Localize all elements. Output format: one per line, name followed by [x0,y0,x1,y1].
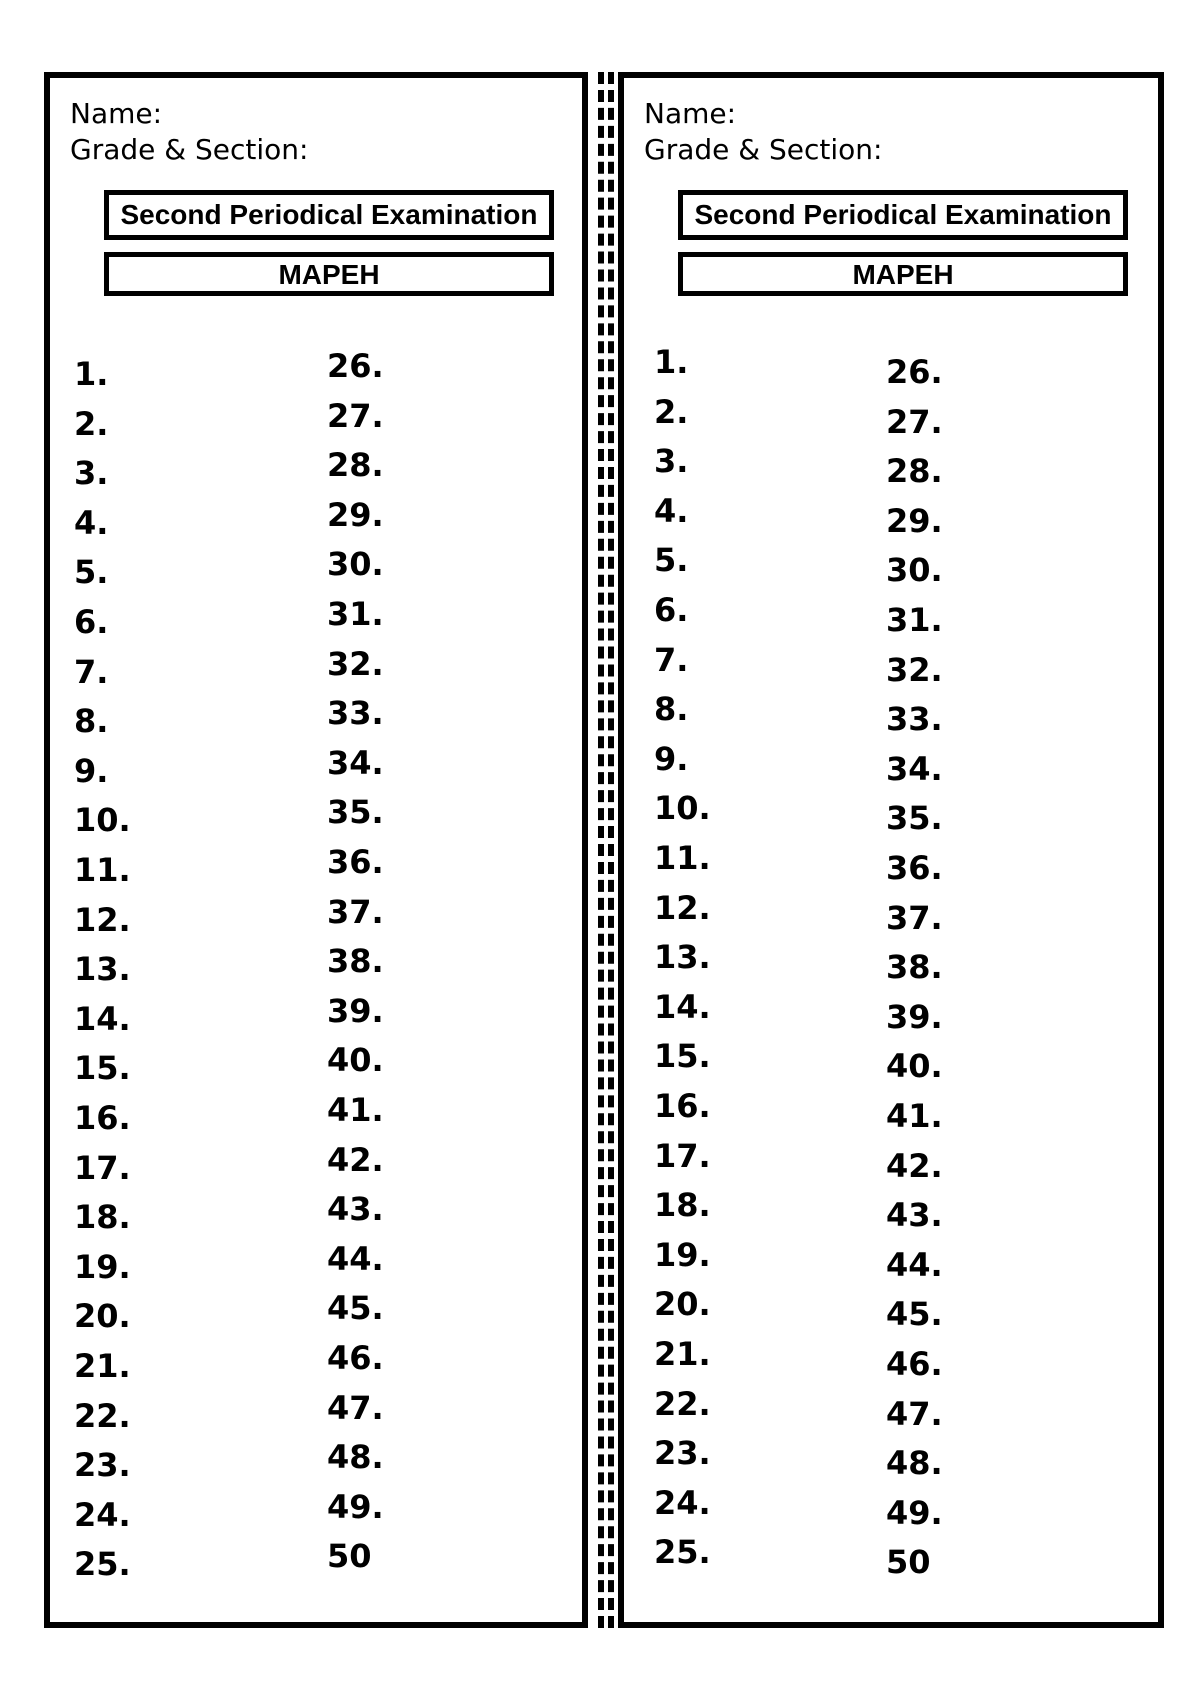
item-number: 48. [886,1444,943,1482]
item-number: 4. [654,492,689,530]
item-number: 45. [886,1295,943,1333]
item-number: 7. [654,641,689,679]
item-number: 6. [654,591,689,629]
answer-sheet-left [44,72,588,1628]
item-number: 34. [886,750,943,788]
item-number: 26. [886,353,943,391]
item-number: 20. [74,1297,131,1335]
cut-line-divider [598,72,614,1628]
item-number: 3. [654,442,689,480]
item-number: 45. [327,1289,384,1327]
item-number: 16. [74,1099,131,1137]
exam-title: Second Periodical Examination [120,199,538,230]
subject-title: MAPEH [852,259,954,290]
item-number: 25. [654,1533,711,1571]
item-number: 42. [886,1147,943,1185]
item-number: 1. [654,343,689,381]
item-number: 4. [74,504,109,542]
item-number: 21. [654,1335,711,1373]
item-number: 5. [74,553,109,591]
item-number: 29. [886,502,943,540]
item-number: 17. [654,1137,711,1175]
item-number: 2. [654,393,689,431]
item-number: 5. [654,541,689,579]
item-number: 14. [74,1000,131,1038]
item-number: 12. [654,889,711,927]
item-number: 10. [654,789,711,827]
item-number: 26. [327,347,384,385]
item-number: 15. [74,1049,131,1087]
exam-title-box [104,190,554,240]
item-number: 16. [654,1087,711,1125]
item-number: 32. [327,645,384,683]
item-number: 33. [886,700,943,738]
item-number: 43. [327,1190,384,1228]
item-number: 38. [886,948,943,986]
item-number: 35. [886,799,943,837]
item-number: 41. [886,1097,943,1135]
grade-section-label: Grade & Section: [70,133,309,166]
item-number: 34. [327,744,384,782]
item-number: 32. [886,651,943,689]
item-number: 44. [327,1240,384,1278]
item-number: 31. [327,595,384,633]
item-number: 38. [327,942,384,980]
name-label: Name: [70,97,163,130]
item-number: 29. [327,496,384,534]
item-number: 15. [654,1037,711,1075]
item-number: 27. [327,397,384,435]
exam-title-box [678,190,1128,240]
item-number: 31. [886,601,943,639]
item-number: 43. [886,1196,943,1234]
item-number: 11. [74,851,131,889]
item-number: 23. [654,1434,711,1472]
item-number: 39. [327,992,384,1030]
item-number: 50 [327,1537,372,1575]
item-number: 21. [74,1347,131,1385]
item-number: 49. [327,1488,384,1526]
item-number: 6. [74,603,109,641]
item-number: 36. [886,849,943,887]
item-number: 36. [327,843,384,881]
item-number: 19. [654,1236,711,1274]
item-number: 19. [74,1248,131,1286]
subject-title: MAPEH [278,259,380,290]
item-number: 2. [74,405,109,443]
item-number: 46. [327,1339,384,1377]
item-number: 30. [327,545,384,583]
item-number: 8. [74,702,109,740]
item-number: 13. [654,938,711,976]
item-number: 20. [654,1285,711,1323]
subject-box [104,252,554,296]
item-number: 28. [327,446,384,484]
item-number: 12. [74,901,131,939]
item-number: 39. [886,998,943,1036]
item-number: 47. [886,1395,943,1433]
item-number: 13. [74,950,131,988]
item-number: 3. [74,454,109,492]
item-number: 18. [74,1198,131,1236]
item-number: 9. [654,740,689,778]
item-number: 41. [327,1091,384,1129]
item-number: 30. [886,551,943,589]
item-number: 49. [886,1494,943,1532]
item-number: 40. [886,1047,943,1085]
item-number: 24. [74,1496,131,1534]
grade-section-label: Grade & Section: [644,133,883,166]
item-number: 28. [886,452,943,490]
item-number: 7. [74,653,109,691]
item-number: 48. [327,1438,384,1476]
subject-box [678,252,1128,296]
item-number: 50 [886,1543,931,1581]
item-number: 22. [74,1397,131,1435]
item-number: 25. [74,1545,131,1583]
item-number: 46. [886,1345,943,1383]
item-number: 33. [327,694,384,732]
item-number: 44. [886,1246,943,1284]
exam-title: Second Periodical Examination [694,199,1112,230]
answer-sheet-right [618,72,1164,1628]
item-number: 10. [74,801,131,839]
item-number: 40. [327,1041,384,1079]
name-label: Name: [644,97,737,130]
item-number: 9. [74,752,109,790]
item-number: 8. [654,690,689,728]
item-number: 1. [74,355,109,393]
item-number: 42. [327,1141,384,1179]
item-number: 35. [327,793,384,831]
item-number: 11. [654,839,711,877]
item-number: 27. [886,403,943,441]
item-number: 18. [654,1186,711,1224]
item-number: 22. [654,1385,711,1423]
item-number: 24. [654,1484,711,1522]
item-number: 37. [886,899,943,937]
item-number: 14. [654,988,711,1026]
item-number: 47. [327,1389,384,1427]
item-number: 37. [327,893,384,931]
item-number: 17. [74,1149,131,1187]
item-number: 23. [74,1446,131,1484]
